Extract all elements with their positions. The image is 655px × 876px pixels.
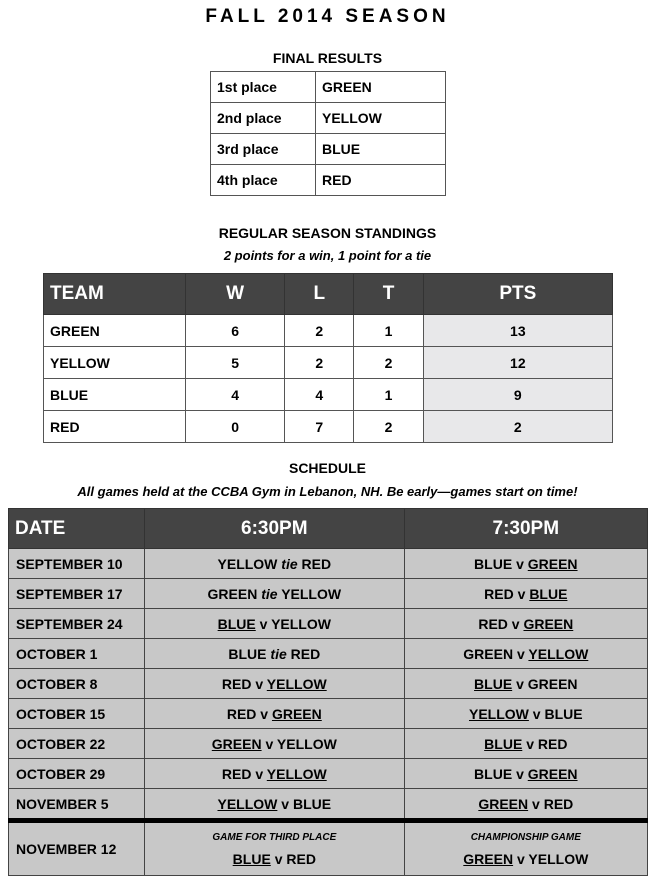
home-team: GREEN (211, 735, 262, 752)
ties: 2 (354, 411, 423, 443)
home-team: GREEN (463, 645, 514, 662)
ties: 1 (354, 379, 423, 411)
game-date: OCTOBER 29 (9, 759, 145, 789)
game-separator: v (516, 850, 525, 867)
away-team: RED (543, 795, 574, 812)
schedule-row (9, 669, 648, 699)
standings-heading: REGULAR SEASON STANDINGS (218, 225, 437, 241)
game-separator: v (532, 795, 540, 812)
game-caption: GAME FOR THIRD PLACE (212, 831, 337, 843)
team-name: BLUE (44, 379, 186, 411)
game-date: SEPTEMBER 24 (9, 609, 145, 639)
schedule-heading: SCHEDULE (288, 460, 366, 476)
away-team: GREEN (527, 555, 578, 572)
game-separator: v (259, 615, 268, 632)
away-team: GREEN (527, 765, 578, 782)
home-team: RED (221, 675, 252, 692)
home-team: BLUE (232, 850, 271, 867)
away-team: GREEN (527, 675, 578, 692)
schedule-row (9, 549, 648, 579)
home-team: RED (226, 705, 257, 722)
schedule-row (9, 639, 648, 669)
schedule-table (8, 508, 648, 876)
standings-col-header: T (354, 274, 423, 315)
place-label: 4th place (211, 165, 316, 196)
place-team: GREEN (316, 72, 446, 103)
away-team: YELLOW (266, 765, 327, 782)
standings-row (44, 411, 613, 443)
home-team: GREEN (207, 585, 258, 602)
game-separator: v (516, 765, 524, 782)
schedule-row (9, 729, 648, 759)
game-cell (404, 821, 647, 876)
points: 2 (423, 411, 612, 443)
standings-row (44, 379, 613, 411)
standings-col-header: PTS (423, 274, 612, 315)
game-cell (404, 639, 647, 669)
standings-row (44, 347, 613, 379)
away-team: RED (301, 555, 332, 572)
final-results-heading: FINAL RESULTS (272, 50, 383, 66)
game-date: NOVEMBER 12 (9, 821, 145, 876)
losses: 7 (285, 411, 354, 443)
game-separator: v (265, 735, 274, 752)
game-cell (404, 579, 647, 609)
ties: 2 (354, 347, 423, 379)
game-separator: v (511, 615, 520, 632)
home-team: BLUE (474, 765, 513, 782)
home-team: BLUE (228, 645, 267, 662)
game-date: OCTOBER 8 (9, 669, 145, 699)
game-cell (404, 729, 647, 759)
game-cell (145, 789, 405, 821)
standings-col-header: W (186, 274, 285, 315)
away-team: YELLOW (271, 615, 331, 632)
home-team: YELLOW (217, 555, 278, 572)
place-team: YELLOW (316, 103, 446, 134)
game-separator: v (281, 795, 290, 812)
home-team: BLUE (474, 675, 513, 692)
game-separator: tie (281, 555, 298, 572)
results-row (211, 72, 446, 103)
game-separator: tie (270, 645, 287, 662)
team-name: GREEN (44, 315, 186, 347)
ties: 1 (354, 315, 423, 347)
place-team: RED (316, 165, 446, 196)
game-cell (404, 669, 647, 699)
standings-table (43, 273, 613, 443)
game-cell (145, 579, 405, 609)
game-cell (145, 639, 405, 669)
game-separator: v (516, 675, 524, 692)
points: 12 (423, 347, 612, 379)
losses: 4 (285, 379, 354, 411)
place-label: 3rd place (211, 134, 316, 165)
standings-col-header: TEAM (44, 274, 186, 315)
game-separator: v (516, 645, 525, 662)
game-cell (404, 699, 647, 729)
away-team: BLUE (544, 705, 583, 722)
game-cell (145, 669, 405, 699)
game-separator: v (255, 765, 264, 782)
away-team: YELLOW (276, 735, 337, 752)
game-date: SEPTEMBER 17 (9, 579, 145, 609)
place-team: BLUE (316, 134, 446, 165)
away-team: YELLOW (528, 645, 589, 662)
away-team: YELLOW (266, 675, 327, 692)
home-team: BLUE (474, 555, 513, 572)
team-name: RED (44, 411, 186, 443)
game-caption: CHAMPIONSHIP GAME (470, 831, 581, 843)
away-team: YELLOW (281, 585, 342, 602)
game-separator: v (274, 850, 283, 867)
home-team: BLUE (217, 615, 256, 632)
results-row (211, 103, 446, 134)
game-cell (145, 699, 405, 729)
place-label: 1st place (211, 72, 316, 103)
game-cell (145, 549, 405, 579)
schedule-row (9, 579, 648, 609)
game-cell (404, 789, 647, 821)
points: 13 (423, 315, 612, 347)
game-date: NOVEMBER 5 (9, 789, 145, 821)
wins: 0 (186, 411, 285, 443)
schedule-col-header: 6:30PM (145, 509, 405, 549)
home-team: BLUE (484, 735, 523, 752)
game-separator: v (260, 705, 269, 722)
game-date: OCTOBER 1 (9, 639, 145, 669)
schedule-final-row (9, 821, 648, 876)
game-separator: v (516, 555, 524, 572)
standings-row (44, 315, 613, 347)
points: 9 (423, 379, 612, 411)
standings-col-header: L (285, 274, 354, 315)
game-separator: tie (261, 585, 278, 602)
home-team: RED (478, 615, 508, 632)
schedule-col-header: 7:30PM (404, 509, 647, 549)
losses: 2 (285, 347, 354, 379)
game-separator: v (526, 735, 534, 752)
schedule-row (9, 789, 648, 821)
schedule-col-header: DATE (9, 509, 145, 549)
home-team: GREEN (478, 795, 529, 812)
home-team: GREEN (463, 850, 514, 867)
away-team: GREEN (523, 615, 574, 632)
game-cell (145, 821, 405, 876)
schedule-row (9, 609, 648, 639)
game-separator: v (532, 705, 541, 722)
away-team: GREEN (271, 705, 322, 722)
game-separator: v (255, 675, 264, 692)
home-team: RED (484, 585, 514, 602)
away-team: RED (290, 645, 321, 662)
schedule-row (9, 699, 648, 729)
schedule-row (9, 759, 648, 789)
wins: 4 (186, 379, 285, 411)
results-row (211, 165, 446, 196)
game-cell (404, 549, 647, 579)
results-row (211, 134, 446, 165)
home-team: YELLOW (469, 705, 529, 722)
game-date: OCTOBER 15 (9, 699, 145, 729)
away-team: RED (537, 735, 568, 752)
game-separator: v (517, 585, 526, 602)
wins: 6 (186, 315, 285, 347)
away-team: BLUE (529, 585, 568, 602)
away-team: RED (286, 850, 316, 867)
standings-note: 2 points for a win, 1 point for a tie (223, 248, 432, 263)
game-cell (145, 609, 405, 639)
final-results-table (210, 71, 446, 196)
losses: 2 (285, 315, 354, 347)
page-title: FALL 2014 SEASON (205, 6, 450, 27)
game-date: OCTOBER 22 (9, 729, 145, 759)
away-team: BLUE (292, 795, 332, 812)
team-name: YELLOW (44, 347, 186, 379)
game-cell (145, 729, 405, 759)
home-team: RED (221, 765, 252, 782)
game-cell (404, 759, 647, 789)
game-cell (145, 759, 405, 789)
schedule-note: All games held at the CCBA Gym in Lebanon, NH. Be early—games start on time! (77, 484, 578, 499)
wins: 5 (186, 347, 285, 379)
game-cell (404, 609, 647, 639)
game-date: SEPTEMBER 10 (9, 549, 145, 579)
away-team: YELLOW (528, 850, 589, 867)
place-label: 2nd place (211, 103, 316, 134)
home-team: YELLOW (217, 795, 278, 812)
